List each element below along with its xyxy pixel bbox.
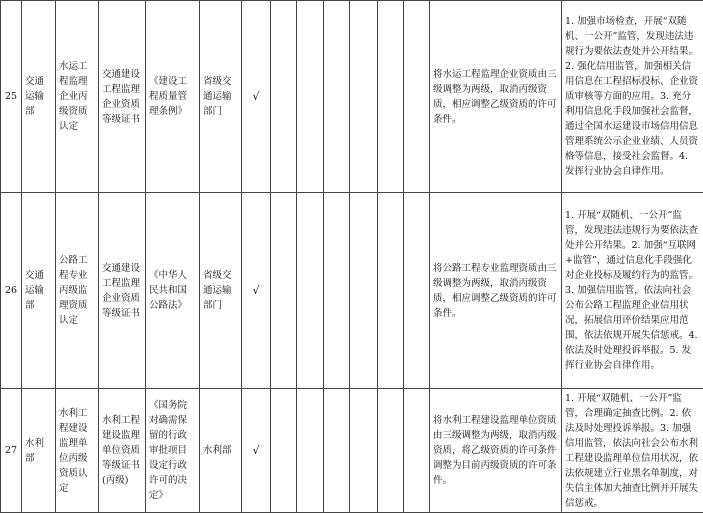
empty-cell: [297, 1, 324, 193]
reform-measure-cell: 将水利工程建设监理单位资质由三级调整为两级，取消丙级资质，将乙级资质的许可条件调整为目前丙级资质的许可条件。: [430, 389, 562, 513]
empty-cell: [350, 1, 378, 193]
department-cell: 交通运输部: [22, 1, 56, 193]
row-number: 27: [1, 389, 22, 513]
empty-cell: [378, 1, 404, 193]
checkmark-cell: √: [242, 1, 271, 193]
supervision-cell: 1. 加强市场检查，开展“双随机、一公开”监管，发现违法违规行为要依法查处并公开结果。2. 强化信用监管，加强相关信用信息在工程招标投标、企业资质审核等方面的应用。3. 充分利用信息化手段加强社会监督，通过全国水运建设市场信用信息管理系统公示企业业绩、人员资格等信息，接受社会监督。4. 发挥行业协会自律作用。: [562, 1, 703, 193]
empty-cell: [297, 389, 324, 513]
empty-cell: [324, 389, 350, 513]
empty-cell: [378, 193, 404, 389]
table-row: [1, 389, 703, 513]
empty-cell: [350, 389, 378, 513]
certificate-cell: 交通建设工程监理企业资质等级证书: [99, 193, 146, 389]
empty-cell: [404, 389, 430, 513]
certificate-cell: 交通建设工程监理企业资质等级证书: [99, 1, 146, 193]
empty-cell: [378, 389, 404, 513]
certificate-cell: 水利工程建设监理单位资质等级证书(丙级): [99, 389, 146, 513]
item-name-cell: 水运工程监理企业丙级资质认定: [56, 1, 99, 193]
reform-measure-cell: 将水运工程监理企业资质由三级调整为两级，取消丙级资质，相应调整乙级资质的许可条件。: [430, 1, 562, 193]
legal-basis-cell: 《中华人民共和国公路法》: [146, 193, 200, 389]
item-name-cell: 公路工程专业丙级监理资质认定: [56, 193, 99, 389]
approver-cell: 省级交通运输部门: [200, 193, 242, 389]
item-name-cell: 水利工程建设监理单位丙级资质认定: [56, 389, 99, 513]
department-cell: 水利部: [22, 389, 56, 513]
empty-cell: [271, 1, 297, 193]
department-cell: 交通运输部: [22, 193, 56, 389]
empty-cell: [324, 1, 350, 193]
reform-measure-cell: 将公路工程专业监理资质由三级调整为两级，取消丙级资质，相应调整乙级资质的许可条件。: [430, 193, 562, 389]
empty-cell: [404, 193, 430, 389]
legal-basis-cell: 《建设工程质量管理条例》: [146, 1, 200, 193]
checkmark-cell: √: [242, 389, 271, 513]
empty-cell: [271, 389, 297, 513]
row-number: 26: [1, 193, 22, 389]
table-row: [1, 1, 703, 193]
legal-basis-cell: 《国务院对确需保留的行政审批项目设定行政许可的决定》: [146, 389, 200, 513]
table-row: [1, 193, 703, 389]
checkmark-cell: √: [242, 193, 271, 389]
empty-cell: [350, 193, 378, 389]
empty-cell: [404, 1, 430, 193]
supervision-cell: 1. 开展“双随机、一公开”监管，发现违法违规行为要依法查处并公开结果。2. 加强“互联网+监管”，通过信息化手段强化对企业投标及履约行为的监管。3. 加强信用监管，依法向社会公布公路工程监理企业信用状况，拓展信用评价结果应用范围，依法依规开展失信惩戒。4. 依法及时处理投诉举报。5. 发挥行业协会自律作用。: [562, 193, 703, 389]
empty-cell: [324, 193, 350, 389]
empty-cell: [271, 193, 297, 389]
row-number: 25: [1, 1, 22, 193]
supervision-cell: 1. 开展“双随机、一公开”监管，合理确定抽查比例。2. 依法及时处理投诉举报。3. 加强信用监管，依法向社会公布水利工程建设监理单位信用状况，依法依规建立行业黑名单制度，对失信主体加大抽查比例并开展失信惩戒。: [562, 389, 703, 513]
approver-cell: 省级交通运输部门: [200, 1, 242, 193]
approver-cell: 水利部: [200, 389, 242, 513]
empty-cell: [297, 193, 324, 389]
